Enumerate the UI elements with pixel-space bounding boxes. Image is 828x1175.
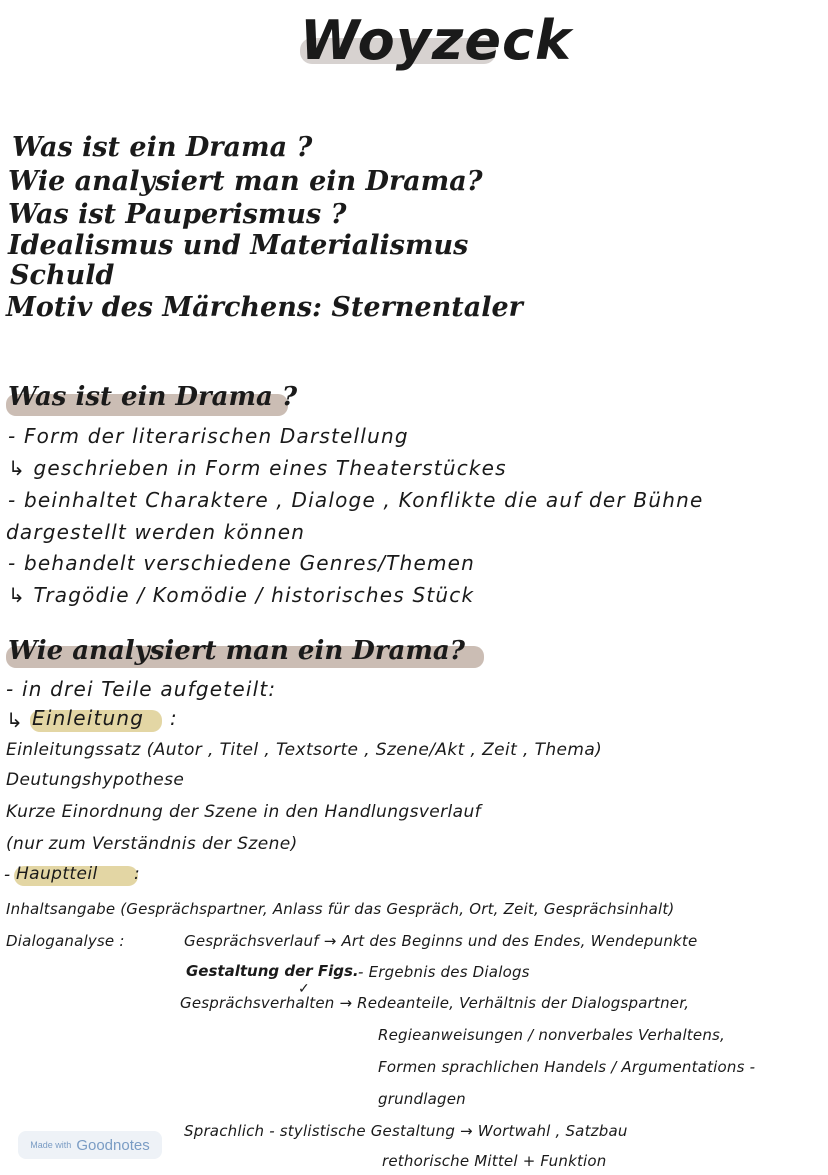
check-mark: ✓ <box>298 981 310 997</box>
note-line: Formen sprachlichen Handels / Argumentations - <box>378 1058 756 1076</box>
goodnotes-badge <box>18 1131 162 1159</box>
topic-item: Motiv des Märchens: Sternentaler <box>6 292 523 323</box>
note-line: - beinhaltet Charaktere , Dialoge , Konflikte die auf der Bühne <box>8 488 704 512</box>
note-line: - Form der literarischen Darstellung <box>8 424 409 448</box>
badge-prefix: Made with <box>30 1140 72 1150</box>
topic-item: Was ist ein Drama ? <box>12 132 313 163</box>
label-colon: : <box>134 864 141 884</box>
note-line: - behandelt verschiedene Genres/Themen <box>8 551 476 575</box>
label-colon: : <box>170 706 178 730</box>
topic-item: Idealismus und Materialismus <box>8 230 469 261</box>
topic-item: Was ist Pauperismus ? <box>8 199 347 230</box>
topic-item: Schuld <box>10 260 115 291</box>
note-line: Gesprächsverhalten → Redeanteile, Verhältnis der Dialogspartner, <box>180 994 690 1012</box>
dialoganalyse-label: Dialoganalyse : <box>6 932 125 950</box>
note-line: - Ergebnis des Dialogs <box>358 963 530 981</box>
note-line: - in drei Teile aufgeteilt: <box>6 677 277 701</box>
einleitung-label: Einleitung <box>32 706 145 730</box>
arrow-glyph: ↳ <box>6 708 24 732</box>
note-line: dargestellt werden können <box>6 520 306 544</box>
dash-glyph: - <box>4 865 11 885</box>
note-line: grundlagen <box>378 1090 466 1108</box>
hauptteil-label: Hauptteil <box>16 864 98 884</box>
note-line: rethorische Mittel + Funktion <box>382 1152 607 1170</box>
note-line: Deutungshypothese <box>6 770 185 790</box>
section-heading: Was ist ein Drama ? <box>8 382 298 412</box>
topic-item: Wie analysiert man ein Drama? <box>8 166 483 197</box>
section-heading: Wie analysiert man ein Drama? <box>8 636 465 666</box>
page-title: Woyzeck <box>300 9 572 72</box>
note-line: ↳ geschrieben in Form eines Theaterstückes <box>8 456 507 480</box>
note-line: Sprachlich - stylistische Gestaltung → Wortwahl , Satzbau <box>184 1122 628 1140</box>
note-line: Regieanweisungen / nonverbales Verhaltens, <box>378 1026 726 1044</box>
note-line: Einleitungssatz (Autor , Titel , Textsorte , Szene/Akt , Zeit , Thema) <box>6 740 603 760</box>
badge-brand: Goodnotes <box>76 1136 150 1154</box>
note-line: Gesprächsverlauf → Art des Beginns und des Endes, Wendepunkte <box>184 932 698 950</box>
note-line: Inhaltsangabe (Gesprächspartner, Anlass für das Gespräch, Ort, Zeit, Gesprächsinhalt) <box>6 900 675 918</box>
note-line: (nur zum Verständnis der Szene) <box>6 834 298 854</box>
gestaltung-note: Gestaltung der Figs. <box>186 962 359 980</box>
note-line: Kurze Einordnung der Szene in den Handlungsverlauf <box>6 802 482 822</box>
note-line: ↳ Tragödie / Komödie / historisches Stück <box>8 583 475 607</box>
